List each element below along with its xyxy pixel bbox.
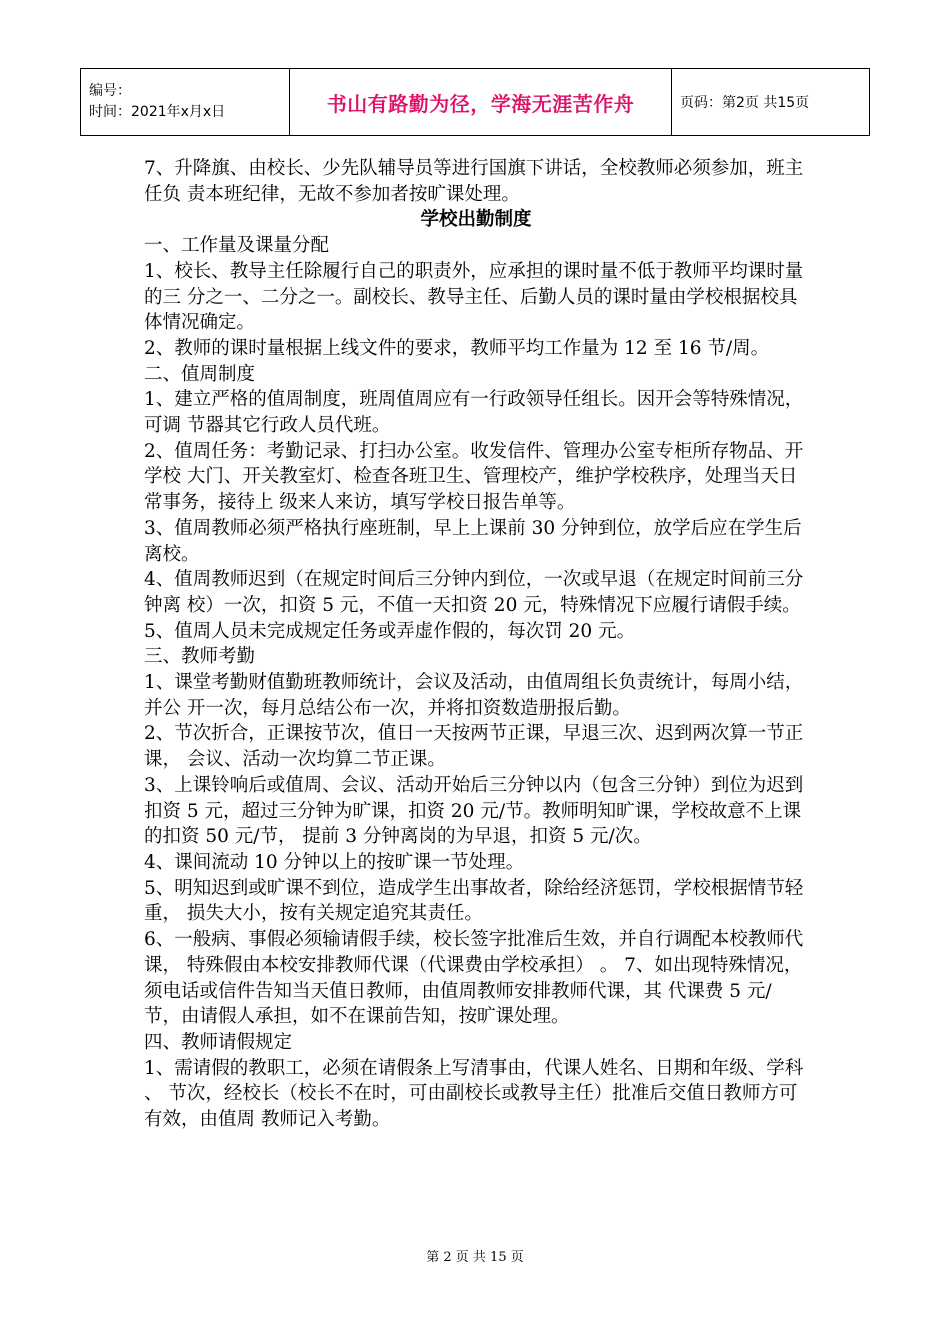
header-meta-cell	[81, 69, 290, 136]
section-heading: 一、工作量及课量分配	[144, 235, 330, 257]
paragraph: 4、课间流动 10 分钟以上的按旷课一节处理。	[144, 851, 525, 873]
section-heading: 四、教师请假规定	[144, 1031, 293, 1053]
paragraph: 1、需请假的教职工，必须在请假条上写清事由，代课人姓名、日期和年级、学科 、 节次，经校长（校长不在时，可由副校长或教导主任）批准后交值日教师方可有效，由值周 教师记入考勤。	[144, 1057, 804, 1131]
paragraph: 2、教师的课时量根据上线文件的要求，教师平均工作量为 12 至 16 节/周。	[144, 337, 770, 359]
document-number-label: 编号：	[89, 83, 131, 99]
header-page-info: 页码：第2页 共15页	[680, 95, 810, 111]
paragraph: 1、建立严格的值周制度，班周值周应有一行政领导任组长。因开会等特殊情况，可调 节器其它行政人员代班。	[144, 389, 804, 437]
paragraph: 5、值周人员未完成规定任务或弄虚作假的，每次罚 20 元。	[144, 620, 636, 642]
paragraph: 2、节次折合，正课按节次，值日一天按两节正课，早退三次、迟到两次算一节正课， 会议、活动一次均算二节正课。	[144, 723, 804, 771]
paragraph: 6、一般病、事假必须输请假手续，校长签字批准后生效，并自行调配本校教师代课， 特殊假由本校安排教师代课（代课费由学校承担） 。 7、如出现特殊情况，须电话或信件告知当天值日教师，由值周教师安排教师代课，其 代课费 5 元/节，由请假人承担，如不在课前告知，按旷课处理。	[144, 929, 804, 1028]
section-heading: 三、教师考勤	[144, 646, 256, 668]
footer-page-number: 第 2 页 共 15 页	[426, 1250, 524, 1265]
document-body	[144, 156, 808, 1133]
section-title: 学校出勤制度	[420, 209, 532, 231]
paragraph: 3、上课铃响后或值周、会议、活动开始后三分钟以内（包含三分钟）到位为迟到扣资 5 元，超过三分钟为旷课，扣资 20 元/节。教师明知旷课，学校故意不上课的扣资 50 元/节， 提前 3 分钟离岗的为早退，扣资 5 元/次。	[144, 774, 804, 848]
paragraph: 7、升降旗、由校长、少先队辅导员等进行国旗下讲话，全校教师必须参加，班主任负 责本班纪律，无故不参加者按旷课处理。	[144, 158, 804, 205]
paragraph: 5、明知迟到或旷课不到位，造成学生出事故者，除给经济惩罚，学校根据情节轻重， 损失大小，按有关规定追究其责任。	[144, 877, 804, 925]
document-date-label: 时间：2021年x月x日	[89, 104, 226, 120]
paragraph: 1、校长、教导主任除履行自己的职责外，应承担的课时量不低于教师平均课时量的三 分之一、二分之一。副校长、教导主任、后勤人员的课时量由学校根据校具体情况确定。	[144, 260, 804, 334]
page-footer	[0, 1246, 950, 1265]
paragraph: 3、值周教师必须严格执行座班制，早上上课前 30 分钟到位，放学后应在学生后离校。	[144, 517, 802, 565]
paragraph: 2、值周任务：考勤记录、打扫办公室。收发信件、管理办公室专柜所存物品、开学校 大门、开关教室灯、检查各班卫生、管理校产，维护学校秩序，处理当天日常事务，接待上 级来人来访，填写学校日报告单等。	[144, 440, 804, 514]
section-heading: 二、值周制度	[144, 363, 256, 385]
header-page-cell	[672, 69, 870, 136]
header-motto: 书山有路勤为径，学海无涯苦作舟	[326, 91, 635, 116]
header-table	[80, 68, 870, 136]
header-motto-cell	[290, 69, 672, 136]
paragraph: 4、值周教师迟到（在规定时间后三分钟内到位，一次或早退（在规定时间前三分钟离 校）一次，扣资 5 元，不值一天扣资 20 元，特殊情况下应履行请假手续。	[144, 569, 804, 616]
paragraph: 1、课堂考勤财值勤班教师统计，会议及活动，由值周组长负责统计，每周小结，并公 开一次，每月总结公布一次，并将扣资数造册报后勤。	[144, 672, 804, 719]
